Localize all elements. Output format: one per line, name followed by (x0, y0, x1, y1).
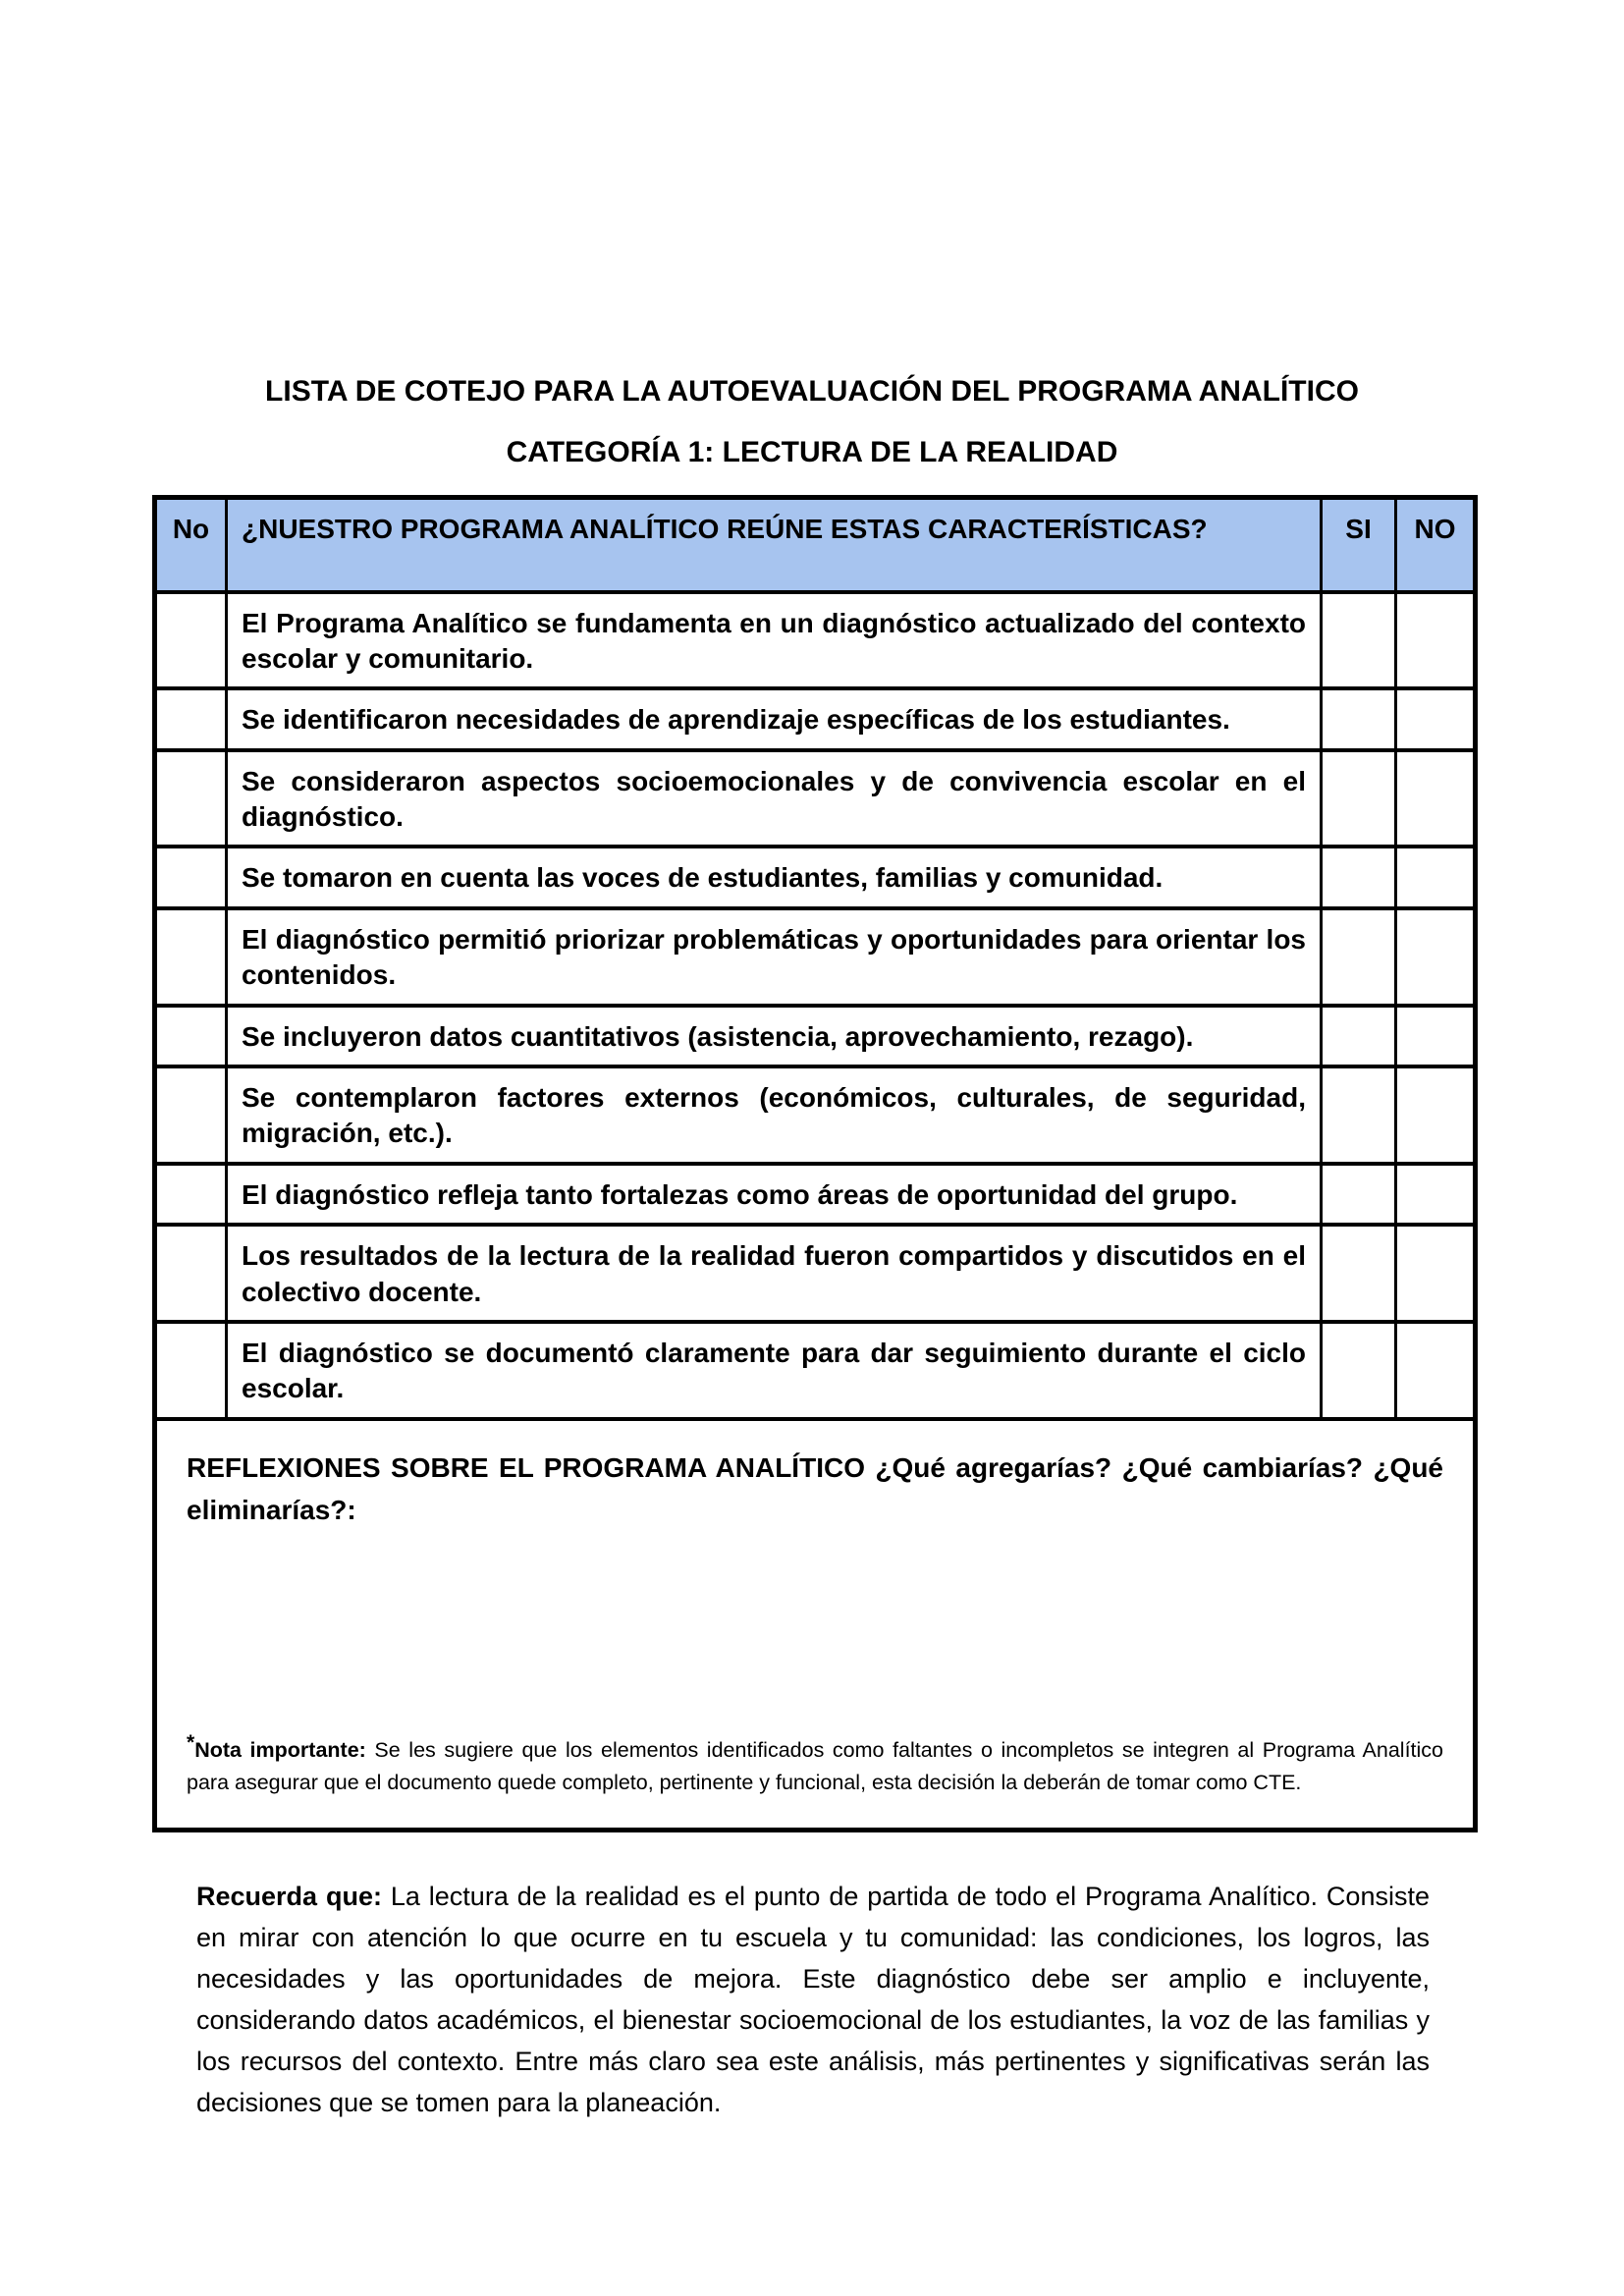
reflections-cell (155, 1419, 1476, 1831)
table-row (155, 1322, 1476, 1419)
reflections-title: REFLEXIONES SOBRE EL PROGRAMA ANALÍTICO ¿Qué agregarías? ¿Qué cambiarías? ¿Qué eliminarías?: (187, 1451, 1443, 1526)
table-row (155, 908, 1476, 1006)
table-row (155, 1225, 1476, 1322)
header-cell-no: No (155, 498, 227, 592)
yes-answer-cell[interactable] (1322, 592, 1396, 689)
yes-answer-cell[interactable] (1322, 1006, 1396, 1066)
table-row (155, 592, 1476, 689)
row-number (155, 1164, 227, 1225)
row-number (155, 908, 227, 1006)
table-row (155, 1164, 1476, 1225)
table-row (155, 750, 1476, 847)
table-row (155, 1006, 1476, 1066)
row-number (155, 847, 227, 907)
yes-answer-cell[interactable] (1322, 1164, 1396, 1225)
row-text: Se consideraron aspectos socioemocionales y de convivencia escolar en el diagnóstico. (227, 750, 1322, 847)
page-subtitle: CATEGORÍA 1: LECTURA DE LA REALIDAD (506, 436, 1118, 468)
footer-label: Recuerda que: (196, 1881, 382, 1911)
row-text: El diagnóstico se documentó claramente para dar seguimiento durante el ciclo escolar. (227, 1322, 1322, 1419)
yes-answer-cell[interactable] (1322, 1225, 1396, 1322)
checklist-table-body (155, 592, 1476, 1831)
row-number (155, 592, 227, 689)
row-text: El diagnóstico permitió priorizar problemáticas y oportunidades para orientar los contenidos. (227, 908, 1322, 1006)
no-answer-cell[interactable] (1396, 908, 1476, 1006)
table-row (155, 688, 1476, 749)
header-cell-yes: SI (1322, 498, 1396, 592)
row-number (155, 750, 227, 847)
header-cell-question: ¿NUESTRO PROGRAMA ANALÍTICO REÚNE ESTAS CARACTERÍSTICAS? (227, 498, 1322, 592)
row-text: Se tomaron en cuenta las voces de estudiantes, familias y comunidad. (227, 847, 1322, 907)
no-answer-cell[interactable] (1396, 592, 1476, 689)
row-text: Los resultados de la lectura de la realidad fueron compartidos y discutidos en el colectivo docente. (227, 1225, 1322, 1322)
row-number (155, 1225, 227, 1322)
row-text: El diagnóstico refleja tanto fortalezas como áreas de oportunidad del grupo. (227, 1164, 1322, 1225)
note-asterisk: * (187, 1730, 195, 1754)
row-number (155, 688, 227, 749)
row-text: Se contemplaron factores externos (económicos, culturales, de seguridad, migración, etc.). (227, 1066, 1322, 1164)
no-answer-cell[interactable] (1396, 750, 1476, 847)
no-answer-cell[interactable] (1396, 1066, 1476, 1164)
note-text: Se les sugiere que los elementos identificados como faltantes o incompletos se integren al Programa Analítico para asegurar que el documento quede completo, pertinente y funcional, esta decisión la deberán de tomar como CTE. (187, 1738, 1443, 1795)
row-text: Se incluyeron datos cuantitativos (asistencia, aprovechamiento, rezago). (227, 1006, 1322, 1066)
reflections-row (155, 1419, 1476, 1831)
table-row (155, 847, 1476, 907)
checklist-table-header (155, 498, 1476, 592)
yes-answer-cell[interactable] (1322, 847, 1396, 907)
reflections-answer-area[interactable] (187, 1532, 1443, 1679)
yes-answer-cell[interactable] (1322, 688, 1396, 749)
row-number (155, 1066, 227, 1164)
header-cell-no-answer: NO (1396, 498, 1476, 592)
header-row (155, 498, 1476, 592)
note-label: Nota importante: (194, 1738, 366, 1763)
footer-text: La lectura de la realidad es el punto de partida de todo el Programa Analítico. Consiste en mirar con atención lo que ocurre en tu escuela y tu comunidad: las condiciones, los logros, las necesidades y las oportunidades de mejora. Este diagnóstico debe ser amplio e incluyente, considerando datos académicos, el bienestar socioemocional de los estudiantes, la voz de las familias y los recursos del contexto. Entre más claro sea este análisis, más pertinentes y significativas serán las decisiones que se tomen para la planeación. (196, 1881, 1430, 2118)
no-answer-cell[interactable] (1396, 1225, 1476, 1322)
row-text: Se identificaron necesidades de aprendizaje específicas de los estudiantes. (227, 688, 1322, 749)
yes-answer-cell[interactable] (1322, 1322, 1396, 1419)
row-number (155, 1006, 227, 1066)
row-number (155, 1322, 227, 1419)
important-note (187, 1730, 1443, 1800)
no-answer-cell[interactable] (1396, 1006, 1476, 1066)
no-answer-cell[interactable] (1396, 1164, 1476, 1225)
yes-answer-cell[interactable] (1322, 1066, 1396, 1164)
footer-paragraph (196, 1876, 1430, 2124)
page-title: LISTA DE COTEJO PARA LA AUTOEVALUACIÓN DEL PROGRAMA ANALÍTICO (265, 375, 1359, 408)
yes-answer-cell[interactable] (1322, 908, 1396, 1006)
yes-answer-cell[interactable] (1322, 750, 1396, 847)
table-row (155, 1066, 1476, 1164)
no-answer-cell[interactable] (1396, 847, 1476, 907)
checklist-table (152, 495, 1478, 1832)
row-text: El Programa Analítico se fundamenta en un diagnóstico actualizado del contexto escolar y comunitario. (227, 592, 1322, 689)
no-answer-cell[interactable] (1396, 688, 1476, 749)
no-answer-cell[interactable] (1396, 1322, 1476, 1419)
